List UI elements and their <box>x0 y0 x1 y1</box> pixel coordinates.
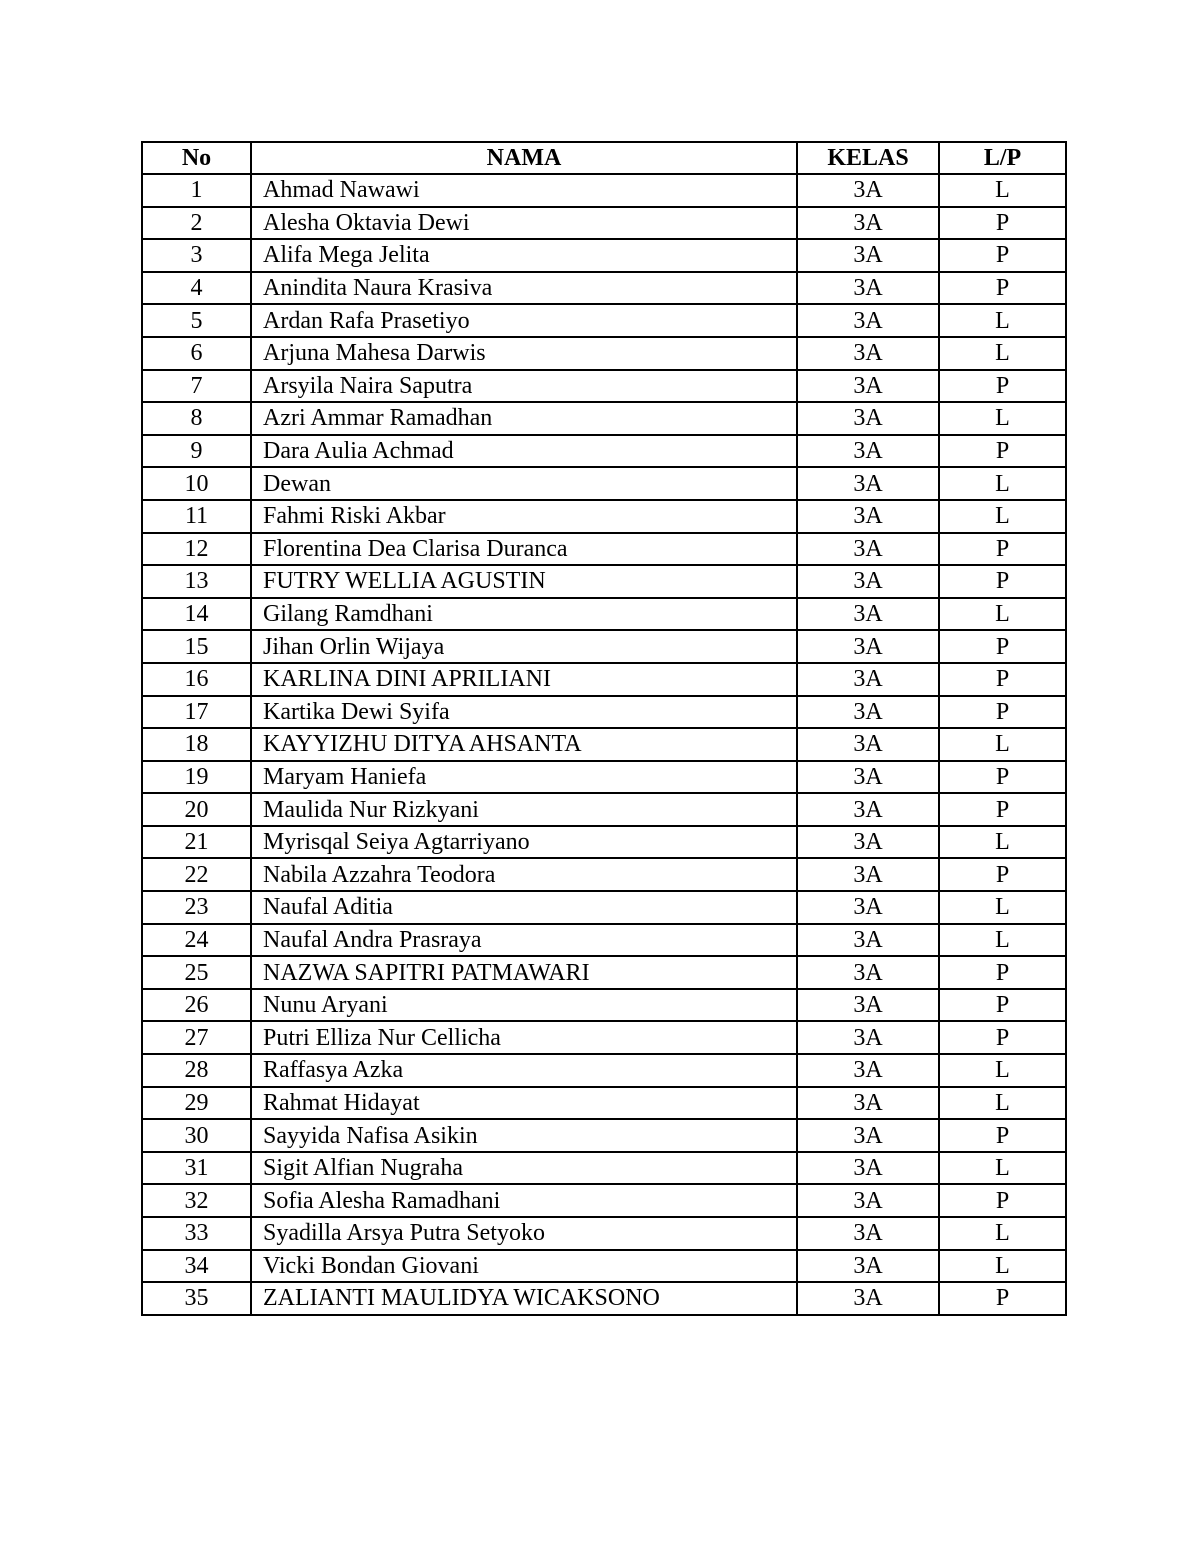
cell-nama: Nunu Aryani <box>251 989 797 1022</box>
table-header <box>142 142 1066 174</box>
cell-lp: P <box>939 370 1066 403</box>
cell-no: 9 <box>142 435 251 468</box>
cell-no: 23 <box>142 891 251 924</box>
cell-kelas: 3A <box>797 598 939 631</box>
cell-kelas: 3A <box>797 891 939 924</box>
table-row <box>142 337 1066 370</box>
cell-nama: KARLINA DINI APRILIANI <box>251 663 797 696</box>
cell-nama: Maryam Haniefa <box>251 761 797 794</box>
cell-kelas: 3A <box>797 728 939 761</box>
cell-kelas: 3A <box>797 1250 939 1283</box>
cell-no: 34 <box>142 1250 251 1283</box>
cell-kelas: 3A <box>797 630 939 663</box>
cell-lp: P <box>939 239 1066 272</box>
cell-kelas: 3A <box>797 956 939 989</box>
cell-nama: Arjuna Mahesa Darwis <box>251 337 797 370</box>
cell-lp: L <box>939 1250 1066 1283</box>
table-row <box>142 239 1066 272</box>
cell-no: 16 <box>142 663 251 696</box>
cell-lp: P <box>939 858 1066 891</box>
cell-no: 13 <box>142 565 251 598</box>
student-roster-table <box>141 141 1067 1316</box>
cell-nama: Naufal Andra Prasraya <box>251 924 797 957</box>
cell-kelas: 3A <box>797 663 939 696</box>
cell-no: 27 <box>142 1021 251 1054</box>
cell-nama: Anindita Naura Krasiva <box>251 272 797 305</box>
cell-nama: Sigit Alfian Nugraha <box>251 1152 797 1185</box>
cell-lp: L <box>939 304 1066 337</box>
cell-kelas: 3A <box>797 858 939 891</box>
table-row <box>142 272 1066 305</box>
cell-lp: P <box>939 1184 1066 1217</box>
cell-kelas: 3A <box>797 500 939 533</box>
cell-nama: Syadilla Arsya Putra Setyoko <box>251 1217 797 1250</box>
cell-lp: P <box>939 956 1066 989</box>
cell-kelas: 3A <box>797 370 939 403</box>
cell-lp: P <box>939 207 1066 240</box>
cell-lp: L <box>939 337 1066 370</box>
cell-no: 35 <box>142 1282 251 1315</box>
table-row <box>142 826 1066 859</box>
table-row <box>142 1021 1066 1054</box>
table-row <box>142 500 1066 533</box>
cell-nama: Raffasya Azka <box>251 1054 797 1087</box>
cell-no: 4 <box>142 272 251 305</box>
cell-lp: P <box>939 533 1066 566</box>
cell-lp: P <box>939 989 1066 1022</box>
table-row <box>142 207 1066 240</box>
cell-nama: Ahmad Nawawi <box>251 174 797 207</box>
cell-nama: Rahmat Hidayat <box>251 1087 797 1120</box>
cell-nama: Fahmi Riski Akbar <box>251 500 797 533</box>
cell-kelas: 3A <box>797 1282 939 1315</box>
table-row <box>142 598 1066 631</box>
cell-no: 1 <box>142 174 251 207</box>
cell-nama: NAZWA SAPITRI PATMAWARI <box>251 956 797 989</box>
cell-lp: L <box>939 467 1066 500</box>
table-row <box>142 696 1066 729</box>
cell-lp: P <box>939 1119 1066 1152</box>
header-lp: L/P <box>939 142 1066 174</box>
cell-nama: Alesha Oktavia Dewi <box>251 207 797 240</box>
cell-nama: Gilang Ramdhani <box>251 598 797 631</box>
cell-lp: P <box>939 696 1066 729</box>
table-row <box>142 467 1066 500</box>
cell-no: 8 <box>142 402 251 435</box>
cell-nama: Azri Ammar Ramadhan <box>251 402 797 435</box>
cell-kelas: 3A <box>797 239 939 272</box>
table-row <box>142 891 1066 924</box>
cell-lp: L <box>939 891 1066 924</box>
cell-nama: Sayyida Nafisa Asikin <box>251 1119 797 1152</box>
cell-kelas: 3A <box>797 1054 939 1087</box>
table-row <box>142 989 1066 1022</box>
table-body <box>142 174 1066 1315</box>
cell-no: 3 <box>142 239 251 272</box>
cell-no: 15 <box>142 630 251 663</box>
cell-kelas: 3A <box>797 1087 939 1120</box>
table-row <box>142 1087 1066 1120</box>
cell-kelas: 3A <box>797 826 939 859</box>
cell-no: 14 <box>142 598 251 631</box>
cell-lp: L <box>939 924 1066 957</box>
cell-kelas: 3A <box>797 435 939 468</box>
cell-kelas: 3A <box>797 565 939 598</box>
cell-nama: Maulida Nur Rizkyani <box>251 793 797 826</box>
cell-kelas: 3A <box>797 304 939 337</box>
cell-kelas: 3A <box>797 337 939 370</box>
cell-no: 5 <box>142 304 251 337</box>
cell-kelas: 3A <box>797 1184 939 1217</box>
cell-nama: FUTRY WELLIA AGUSTIN <box>251 565 797 598</box>
cell-lp: L <box>939 1054 1066 1087</box>
table-row <box>142 435 1066 468</box>
table-row <box>142 1217 1066 1250</box>
cell-lp: P <box>939 793 1066 826</box>
table-row <box>142 1152 1066 1185</box>
table-row <box>142 1250 1066 1283</box>
table-row <box>142 761 1066 794</box>
cell-lp: P <box>939 1021 1066 1054</box>
cell-lp: L <box>939 402 1066 435</box>
cell-nama: Alifa Mega Jelita <box>251 239 797 272</box>
cell-lp: P <box>939 761 1066 794</box>
cell-lp: P <box>939 272 1066 305</box>
cell-no: 12 <box>142 533 251 566</box>
cell-kelas: 3A <box>797 402 939 435</box>
cell-kelas: 3A <box>797 696 939 729</box>
cell-kelas: 3A <box>797 174 939 207</box>
header-row <box>142 142 1066 174</box>
cell-lp: P <box>939 630 1066 663</box>
cell-no: 33 <box>142 1217 251 1250</box>
table-row <box>142 1282 1066 1315</box>
cell-no: 10 <box>142 467 251 500</box>
cell-no: 30 <box>142 1119 251 1152</box>
cell-kelas: 3A <box>797 924 939 957</box>
cell-nama: KAYYIZHU DITYA AHSANTA <box>251 728 797 761</box>
cell-no: 19 <box>142 761 251 794</box>
cell-no: 31 <box>142 1152 251 1185</box>
cell-lp: P <box>939 1282 1066 1315</box>
cell-no: 32 <box>142 1184 251 1217</box>
cell-kelas: 3A <box>797 989 939 1022</box>
cell-nama: Nabila Azzahra Teodora <box>251 858 797 891</box>
cell-lp: L <box>939 826 1066 859</box>
table-row <box>142 1054 1066 1087</box>
cell-lp: L <box>939 1152 1066 1185</box>
cell-nama: Jihan Orlin Wijaya <box>251 630 797 663</box>
cell-no: 2 <box>142 207 251 240</box>
cell-nama: Dara Aulia Achmad <box>251 435 797 468</box>
header-nama: NAMA <box>251 142 797 174</box>
table-row <box>142 1184 1066 1217</box>
table-row <box>142 793 1066 826</box>
cell-no: 25 <box>142 956 251 989</box>
cell-lp: P <box>939 565 1066 598</box>
table-row <box>142 858 1066 891</box>
cell-no: 26 <box>142 989 251 1022</box>
cell-kelas: 3A <box>797 1021 939 1054</box>
cell-lp: L <box>939 598 1066 631</box>
cell-nama: Vicki Bondan Giovani <box>251 1250 797 1283</box>
cell-no: 18 <box>142 728 251 761</box>
cell-no: 11 <box>142 500 251 533</box>
cell-kelas: 3A <box>797 1152 939 1185</box>
cell-kelas: 3A <box>797 533 939 566</box>
cell-kelas: 3A <box>797 1217 939 1250</box>
cell-nama: Dewan <box>251 467 797 500</box>
cell-kelas: 3A <box>797 207 939 240</box>
table-row <box>142 1119 1066 1152</box>
table-row <box>142 956 1066 989</box>
cell-no: 17 <box>142 696 251 729</box>
cell-no: 22 <box>142 858 251 891</box>
table-row <box>142 174 1066 207</box>
cell-nama: Florentina Dea Clarisa Duranca <box>251 533 797 566</box>
table-row <box>142 663 1066 696</box>
header-kelas: KELAS <box>797 142 939 174</box>
cell-lp: L <box>939 1217 1066 1250</box>
cell-nama: Kartika Dewi Syifa <box>251 696 797 729</box>
table-row <box>142 728 1066 761</box>
table-row <box>142 370 1066 403</box>
cell-lp: L <box>939 1087 1066 1120</box>
cell-no: 20 <box>142 793 251 826</box>
cell-lp: L <box>939 728 1066 761</box>
cell-no: 29 <box>142 1087 251 1120</box>
cell-no: 21 <box>142 826 251 859</box>
cell-nama: Ardan Rafa Prasetiyo <box>251 304 797 337</box>
cell-nama: Myrisqal Seiya Agtarriyano <box>251 826 797 859</box>
cell-kelas: 3A <box>797 467 939 500</box>
cell-no: 28 <box>142 1054 251 1087</box>
cell-nama: Naufal Aditia <box>251 891 797 924</box>
cell-nama: Sofia Alesha Ramadhani <box>251 1184 797 1217</box>
table-row <box>142 304 1066 337</box>
cell-nama: Putri Elliza Nur Cellicha <box>251 1021 797 1054</box>
cell-lp: L <box>939 174 1066 207</box>
cell-nama: Arsyila Naira Saputra <box>251 370 797 403</box>
cell-no: 6 <box>142 337 251 370</box>
table-row <box>142 630 1066 663</box>
table-row <box>142 533 1066 566</box>
cell-nama: ZALIANTI MAULIDYA WICAKSONO <box>251 1282 797 1315</box>
table-row <box>142 924 1066 957</box>
table-row <box>142 402 1066 435</box>
cell-kelas: 3A <box>797 1119 939 1152</box>
cell-kelas: 3A <box>797 761 939 794</box>
cell-lp: P <box>939 663 1066 696</box>
cell-lp: P <box>939 435 1066 468</box>
cell-kelas: 3A <box>797 793 939 826</box>
cell-no: 7 <box>142 370 251 403</box>
cell-no: 24 <box>142 924 251 957</box>
table-row <box>142 565 1066 598</box>
header-no: No <box>142 142 251 174</box>
cell-kelas: 3A <box>797 272 939 305</box>
cell-lp: L <box>939 500 1066 533</box>
